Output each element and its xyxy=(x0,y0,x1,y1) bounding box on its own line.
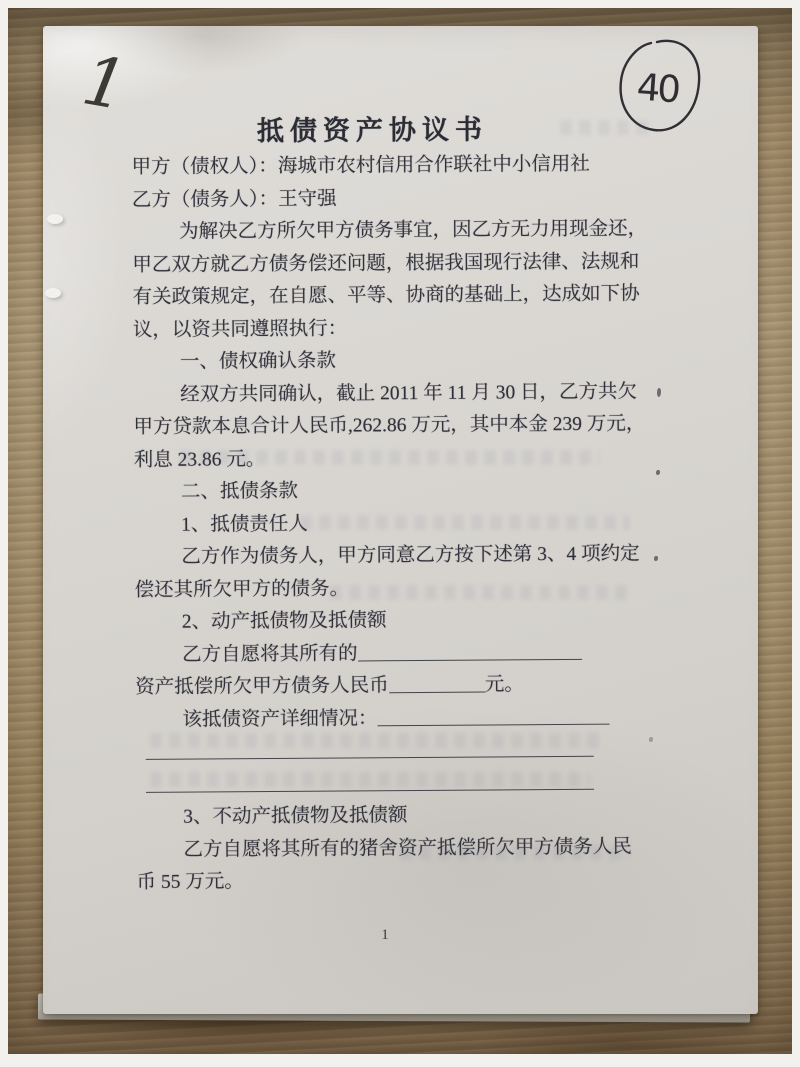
blank-field xyxy=(357,643,581,661)
wooden-table-background xyxy=(8,8,792,1054)
fill-in-label: 资产抵偿所欠甲方债务人民币 xyxy=(135,675,389,698)
bleed-through-artifact xyxy=(560,120,650,135)
bleed-through-artifact xyxy=(400,845,630,860)
circled-number-digits: 40 xyxy=(635,65,680,112)
fill-in-line xyxy=(135,701,617,737)
subclause-2-heading: 2、动产抵债物及抵债额 xyxy=(181,610,387,633)
fill-in-suffix: 元。 xyxy=(484,674,524,696)
scanned-document-page xyxy=(43,26,758,1014)
party-b-line: 乙方（债务人）：王守强 xyxy=(131,188,337,211)
clause-2-heading: 二、抵债条款 xyxy=(180,480,298,503)
blank-field xyxy=(389,677,485,694)
preamble-line: 甲乙双方就乙方债务偿还问题，根据我国现行法律、法规和 xyxy=(132,250,640,276)
clause-line: 经双方共同确认，截止 2011 年 11 月 30 日，乙方共欠 xyxy=(180,380,638,406)
preamble-line: 为解决乙方所欠甲方债务事宜，因乙方无力用现金还， xyxy=(179,218,648,243)
ink-speck xyxy=(657,388,661,397)
bleed-through-artifact xyxy=(330,585,630,600)
ink-speck xyxy=(649,737,653,742)
clause-line: 甲方贷款本息合计人民币,262.86 万元，其中本金 239 万元， xyxy=(133,413,646,439)
subclause-1-heading: 1、抵债责任人 xyxy=(181,513,308,536)
bleed-through-artifact xyxy=(300,515,630,530)
clause-line: 利息 23.86 元。 xyxy=(133,448,266,471)
corner-mark-digit: 1 xyxy=(76,41,133,127)
clause-line: 乙方作为债务人，甲方同意乙方按下述第 3、4 项约定 xyxy=(181,543,640,568)
fill-in-line xyxy=(135,669,617,705)
document-title: 抵债资产协议书 xyxy=(256,114,488,147)
ink-speck xyxy=(654,556,658,561)
clause-line: 偿还其所欠甲方的债务。 xyxy=(134,578,350,601)
fill-in-label: 乙方自愿将其所有的 xyxy=(181,642,358,666)
bleed-through-artifact xyxy=(180,450,600,465)
ink-speck xyxy=(656,470,660,475)
preamble-line: 议，以资共同遵照执行： xyxy=(132,318,348,341)
clause-1-heading: 一、债权确认条款 xyxy=(179,350,337,373)
party-a-line: 甲方（债权人）：海城市农村信用合作联社中小信用社 xyxy=(131,153,590,179)
bleed-through-artifact xyxy=(150,772,590,787)
page-number: 1 xyxy=(381,927,389,943)
clause-line: 乙方自愿将其所有的猪舍资产抵偿所欠甲方债务人民 xyxy=(183,836,632,861)
paper-crease-mark xyxy=(47,214,63,224)
preamble-line: 有关政策规定，在自愿、平等、协商的基础上，达成如下协 xyxy=(132,283,640,309)
clause-line: 币 55 万元。 xyxy=(136,871,244,893)
bleed-through-artifact xyxy=(150,733,605,748)
fill-in-line xyxy=(135,636,617,672)
fill-in-label: 该抵债资产详细情况： xyxy=(182,707,378,731)
subclause-3-heading: 3、不动产抵债物及抵债额 xyxy=(183,805,408,828)
blank-field xyxy=(377,708,609,726)
paper-crease-mark xyxy=(45,288,61,298)
handwritten-corner-mark xyxy=(68,34,138,129)
